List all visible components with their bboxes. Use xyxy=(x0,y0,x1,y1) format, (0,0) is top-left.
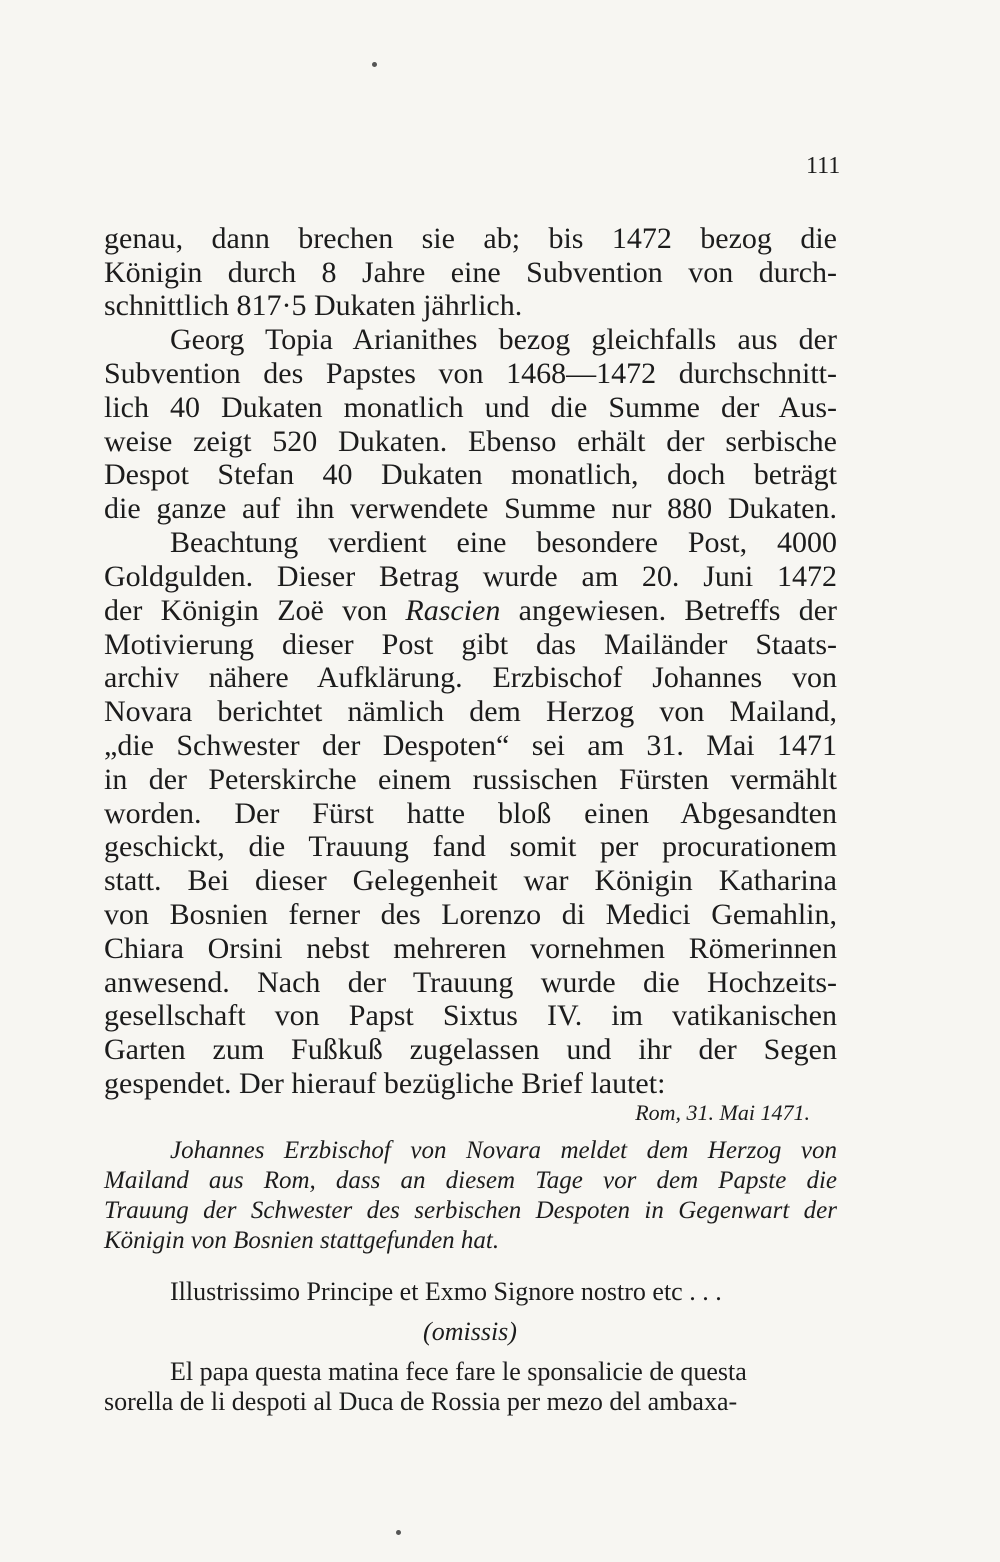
text-line-15: Novara berichtet nämlich dem Herzog von Mailand, xyxy=(104,695,837,728)
text-line-23: anwesend. Nach der Trauung wurde die Hochzeits- xyxy=(104,966,837,999)
summary-line-1: Johannes Erzbischof von Novara meldet dem Herzog von xyxy=(170,1137,837,1164)
latin-line-1: El papa questa matina fece fare le sponsalicie de questa xyxy=(170,1357,747,1386)
scan-speck xyxy=(396,1530,401,1535)
letter-dateline: Rom, 31. Mai 1471. xyxy=(635,1100,810,1125)
text-line-24: gesellschaft von Papst Sixtus IV. im vatikanischen xyxy=(104,999,837,1032)
text-line-12-end: angewiesen. Betreffs der xyxy=(500,594,838,627)
text-line-9: die ganze auf ihn verwendete Summe nur 880 Dukaten. xyxy=(104,492,837,525)
latin-line-2: sorella de li despoti al Duca de Rossia per mezo del ambaxa- xyxy=(104,1387,738,1416)
text-line-16: „die Schwester der Despoten“ sei am 31. Mai 1471 xyxy=(104,729,837,762)
text-line-22: Chiara Orsini nebst mehreren vornehmen Römerinnen xyxy=(104,932,837,965)
text-line-21: von Bosnien ferner des Lorenzo di Medici Gemahlin, xyxy=(104,898,837,931)
text-line-4: Georg Topia Arianithes bezog gleichfalls aus der xyxy=(170,323,837,356)
text-line-20: statt. Bei dieser Gelegenheit war Königin Katharina xyxy=(104,864,837,897)
text-line-6: lich 40 Dukaten monatlich und die Summe der Aus- xyxy=(104,391,837,424)
text-line-1: genau, dann brechen sie ab; bis 1472 bezog die xyxy=(104,222,837,255)
summary-line-3: Trauung der Schwester des serbischen Despoten in Gegenwart der xyxy=(104,1197,837,1224)
text-line-18: worden. Der Fürst hatte bloß einen Abgesandten xyxy=(104,797,837,830)
text-line-2: Königin durch 8 Jahre eine Subvention von durch- xyxy=(104,256,837,289)
text-line-7: weise zeigt 520 Dukaten. Ebenso erhält der serbische xyxy=(104,425,837,458)
omissis-note: (omissis) xyxy=(423,1317,517,1346)
rascien-italic: Rascien xyxy=(405,594,501,627)
text-line-12-start: der Königin Zoë von xyxy=(104,594,406,627)
text-line-5: Subvention des Papstes von 1468—1472 durchschnitt- xyxy=(104,357,837,390)
summary-line-2: Mailand aus Rom, dass an diesem Tage vor dem Papste die xyxy=(104,1167,837,1194)
text-line-8: Despot Stefan 40 Dukaten monatlich, doch beträgt xyxy=(104,458,837,491)
page-number: 111 xyxy=(806,153,841,179)
text-line-3: schnittlich 817·5 Dukaten jährlich. xyxy=(104,289,523,322)
scan-speck xyxy=(372,62,377,67)
summary-line-4: Königin von Bosnien stattgefunden hat. xyxy=(104,1227,500,1254)
text-line-10: Beachtung verdient eine besondere Post, 4000 xyxy=(170,526,837,559)
text-line-19: geschickt, die Trauung fand somit per procurationem xyxy=(104,830,837,863)
latin-salutation: Illustrissimo Principe et Exmo Signore nostro etc . . . xyxy=(170,1277,722,1306)
text-line-25: Garten zum Fußkuß zugelassen und ihr der Segen xyxy=(104,1033,837,1066)
text-line-11: Goldgulden. Dieser Betrag wurde am 20. Juni 1472 xyxy=(104,560,837,593)
text-line-14: archiv nähere Aufklärung. Erzbischof Johannes von xyxy=(104,661,837,694)
text-line-26: gespendet. Der hierauf bezügliche Brief lautet: xyxy=(104,1067,666,1100)
text-line-17: in der Peterskirche einem russischen Fürsten vermählt xyxy=(104,763,837,796)
text-line-12 xyxy=(104,594,837,628)
text-line-13: Motivierung dieser Post gibt das Mailänder Staats- xyxy=(104,628,837,661)
